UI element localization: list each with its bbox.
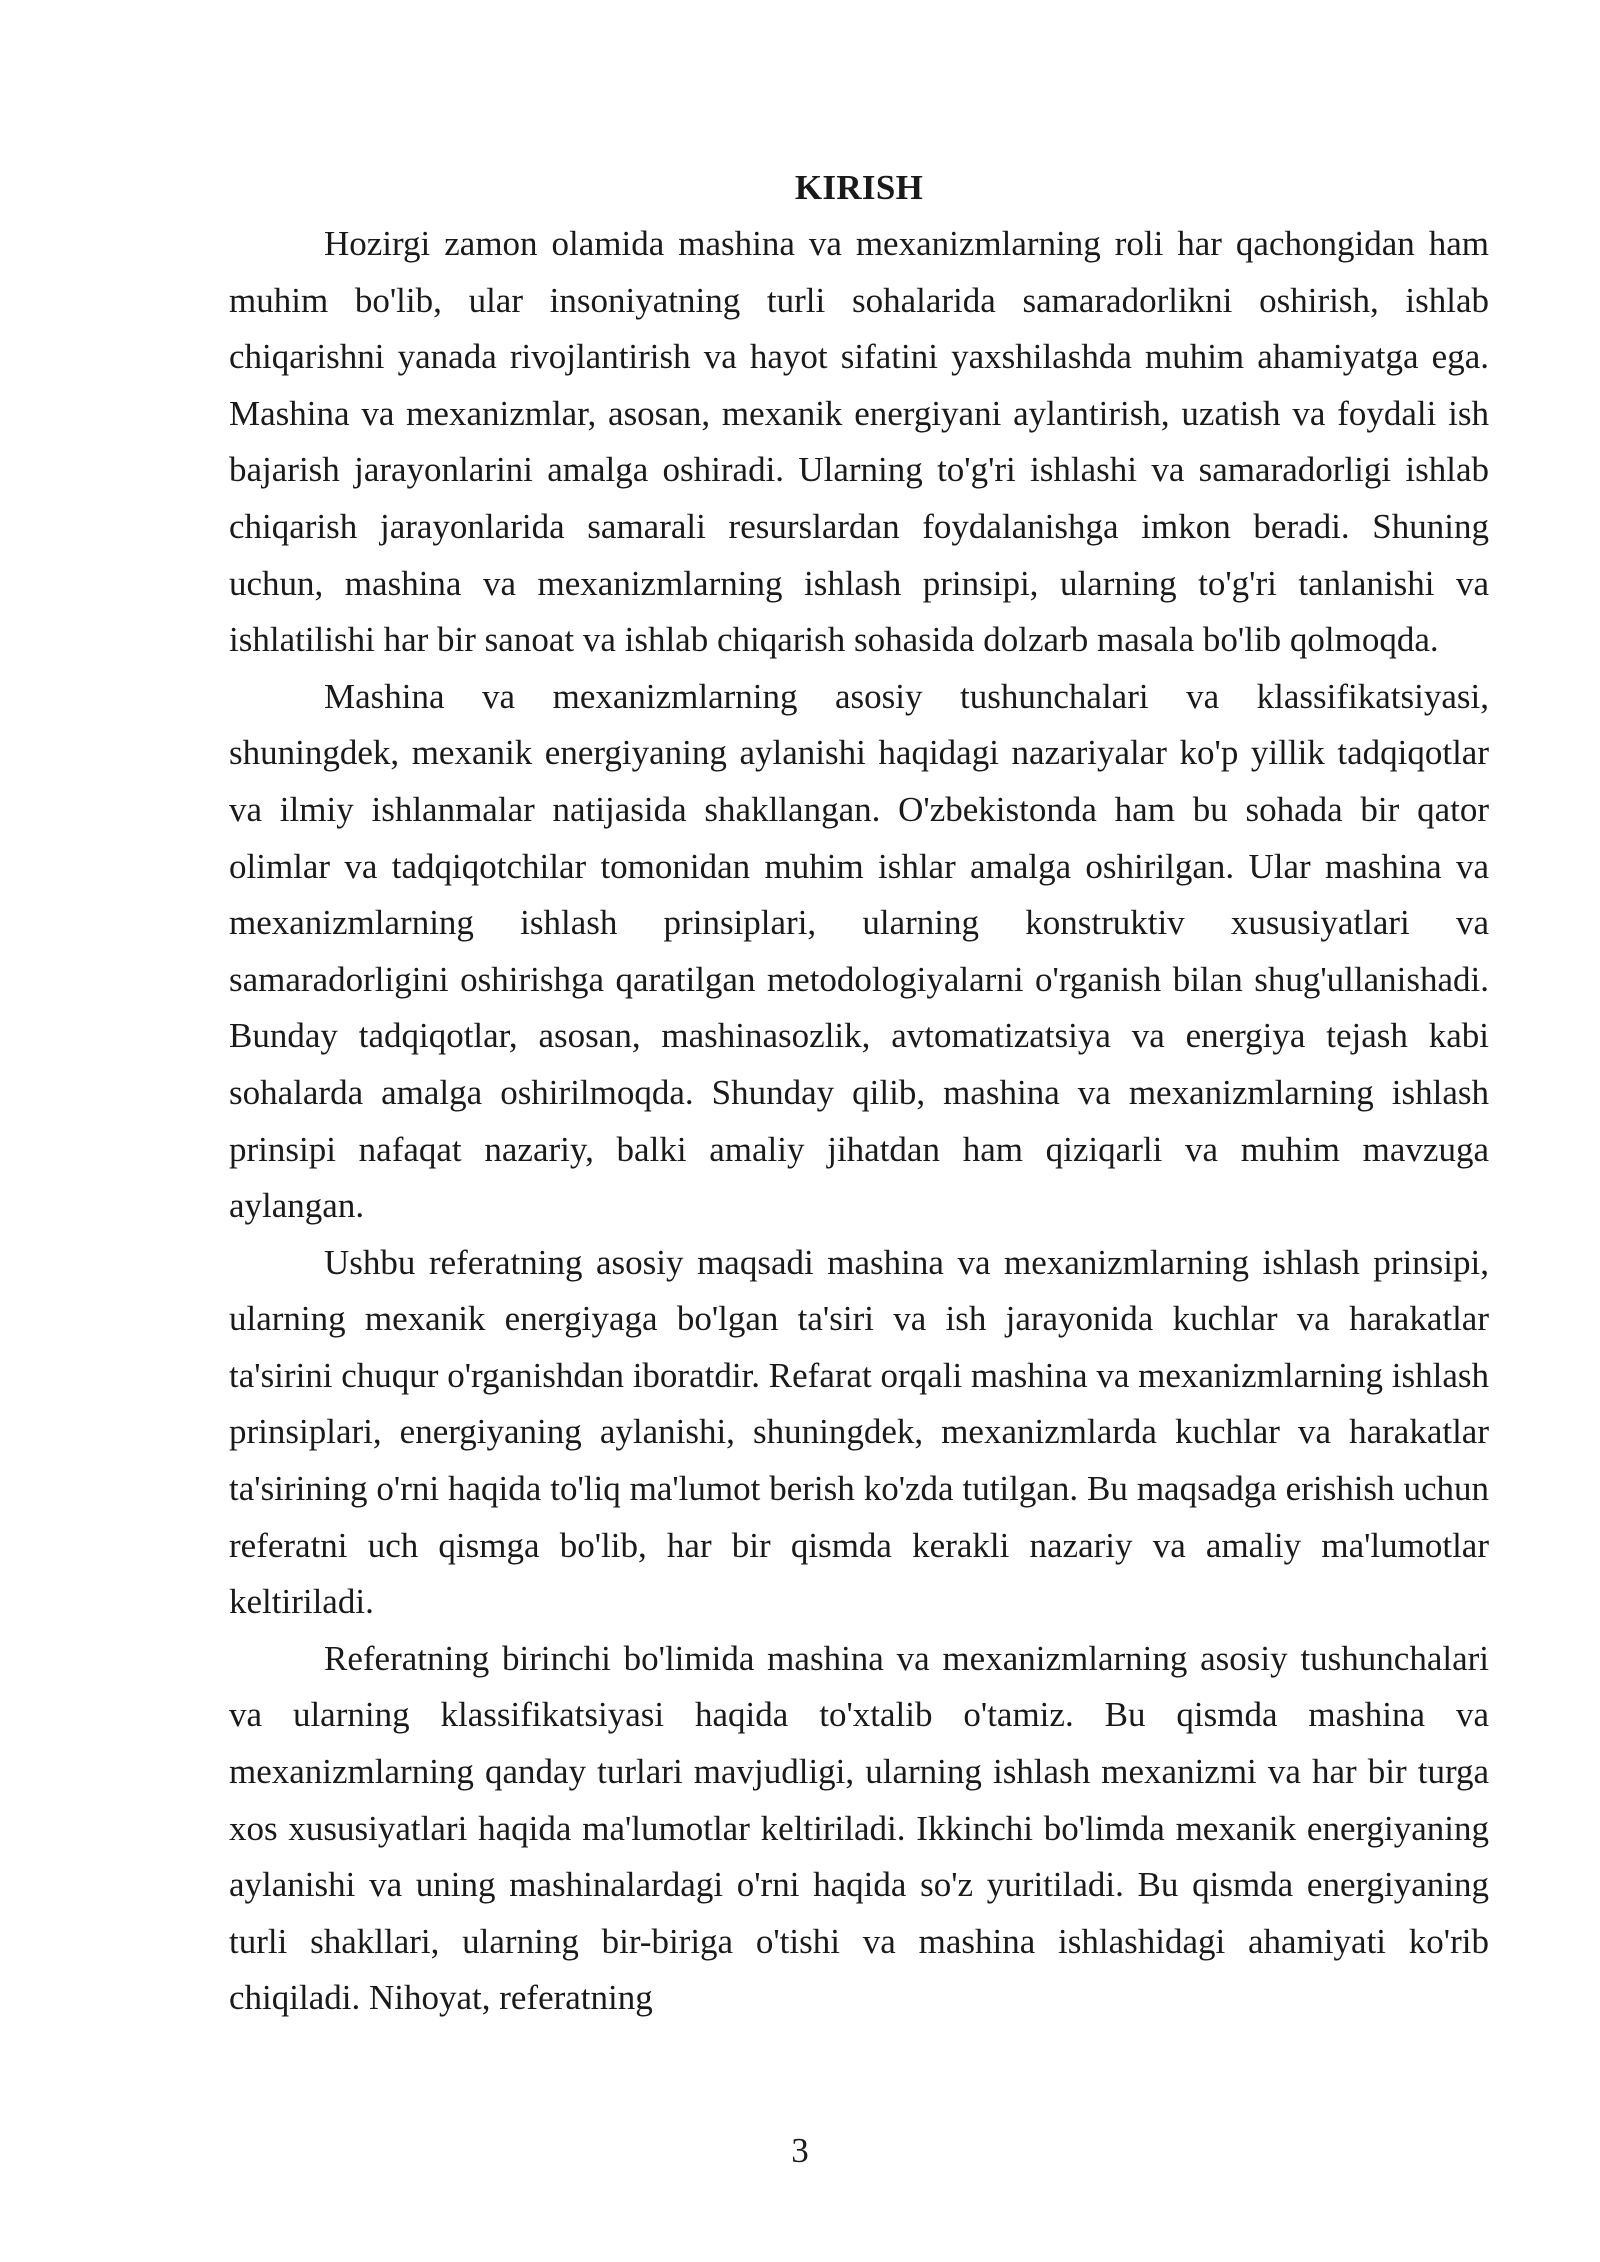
paragraph-1: Hozirgi zamon olamida mashina va mexanizmlarning roli har qachongidan ham muhim bo'lib, ular insoniyatning turli sohalarida samaradorlikni oshirish, ishlab chiqarishni yanada rivojlantirish va hayot sifatini yaxshilashda muhim ahamiyatga ega. Mashina va mexanizmlar, asosan, mexanik energiyani aylantirish, uzatish va foydali ish bajarish jarayonlarini amalga oshiradi. Ularning to'g'ri ishlashi va samaradorligi ishlab chiqarish jarayonlarida samarali resurslardan foydalanishga imkon beradi. Shuning uchun, mashina va mexanizmlarning ishlash prinsipi, ularning to'g'ri tanlanishi va ishlatilishi har bir sanoat va ishlab chiqarish sohasida dolzarb masala bo'lib qolmoqda. <box>229 224 1489 660</box>
paragraph-3: Ushbu referatning asosiy maqsadi mashina va mexanizmlarning ishlash prinsipi, ularning mexanik energiyaga bo'lgan ta'siri va ish jarayonida kuchlar va harakatlar ta'sirini chuqur o'rganishdan iboratdir. Refarat orqali mashina va mexanizmlarning ishlash prinsiplari, energiyaning aylanishi, shuningdek, mexanizmlarda kuchlar va harakatlar ta'sirining o'rni haqida to'liq ma'lumot berish ko'zda tutilgan. Bu maqsadga erishish uchun referatni uch qismga bo'lib, har bir qismda kerakli nazariy va amaliy ma'lumotlar keltiriladi. <box>229 1242 1489 1622</box>
page-number: 3 <box>791 2131 809 2170</box>
paragraph-4: Referatning birinchi bo'limida mashina va mexanizmlarning asosiy tushunchalari va ularning klassifikatsiyasi haqida to'xtalib o'tamiz. Bu qismda mashina va mexanizmlarning qanday turlari mavjudligi, ularning ishlash mexanizmi va har bir turga xos xususiyatlari haqida ma'lumotlar keltiriladi. Ikkinchi bo'limda mexanik energiyaning aylanishi va uning mashinalardagi o'rni haqida so'z yuritiladi. Bu qismda energiyaning turli shakllari, ularning bir-biriga o'tishi va mashina ishlashidagi ahamiyati ko'rib chiqiladi. Nihoyat, referatning <box>229 1638 1489 2018</box>
page-title: KIRISH <box>794 168 924 207</box>
document-page <box>229 160 1489 2027</box>
paragraph-2: Mashina va mexanizmlarning asosiy tushunchalari va klassifikatsiyasi, shuningdek, mexanik energiyaning aylanishi haqidagi nazariyalar ko'p yillik tadqiqotlar va ilmiy ishlanmalar natijasida shakllangan. O'zbekistonda ham bu sohada bir qator olimlar va tadqiqotchilar tomonidan muhim ishlar amalga oshirilgan. Ular mashina va mexanizmlarning ishlash prinsiplari, ularning konstruktiv xususiyatlari va samaradorligini oshirishga qaratilgan metodologiyalarni o'rganish bilan shug'ullanishadi. Bunday tadqiqotlar, asosan, mashinasozlik, avtomatizatsiya va energiya tejash kabi sohalarda amalga oshirilmoqda. Shunday qilib, mashina va mexanizmlarning ishlash prinsipi nafaqat nazariy, balki amaliy jihatdan ham qiziqarli va muhim mavzuga aylangan. <box>229 676 1489 1226</box>
